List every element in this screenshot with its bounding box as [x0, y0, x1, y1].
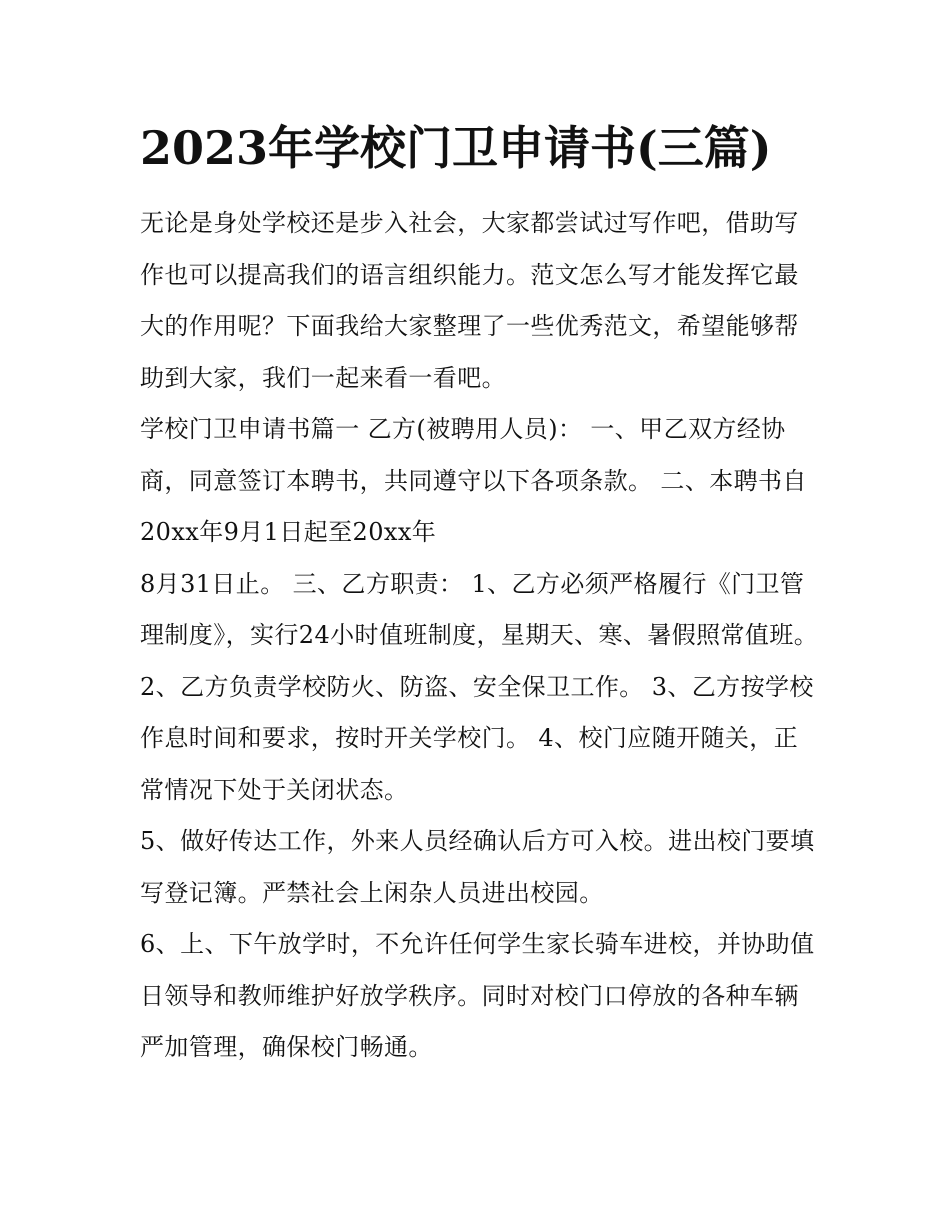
paragraph-contract-terms: 学校门卫申请书篇一 乙方(被聘用人员)： 一、甲乙双方经协商，同意签订本聘书，共同遵守以下各项条款。 二、本聘书自20xx年9月1日起至20xx年	[140, 415, 807, 546]
paragraph-intro: 无论是身处学校还是步入社会，大家都尝试过写作吧，借助写作也可以提高我们的语言组织能力。范文怎么写才能发挥它最大的作用呢？下面我给大家整理了一些优秀范文，希望能够帮助到大家，我们一起来看一看吧。	[140, 209, 799, 392]
document-title: 2023年学校门卫申请书(三篇)	[140, 121, 772, 175]
document-page	[140, 112, 820, 1074]
paragraph-duties-2-4: 2、乙方负责学校防火、防盗、安全保卫工作。 3、乙方按学校作息时间和要求，按时开关学校门。 4、校门应随开随关，正常情况下处于关闭状态。	[140, 672, 814, 804]
paragraph-duties-5: 5、做好传达工作，外来人员经确认后方可入校。进出校门要填写登记簿。严禁社会上闲杂人员进出校园。	[140, 827, 815, 907]
paragraph-duties-6: 6、上、下午放学时，不允许任何学生家长骑车进校，并协助值日领导和教师维护好放学秩序。同时对校门口停放的各种车辆严加管理，确保校门畅通。	[140, 930, 815, 1061]
paragraph-duties-1: 8月31日止。 三、乙方职责： 1、乙方必须严格履行《门卫管理制度》，实行24小时值班制度，星期天、寒、暑假照常值班。	[140, 569, 819, 649]
